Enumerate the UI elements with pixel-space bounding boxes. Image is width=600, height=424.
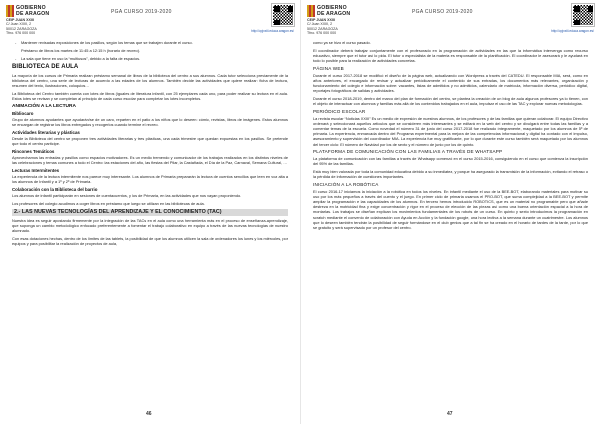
paragraph: Los alumnos de infantil participarán en sesiones de cuentacuentos, y los de Primaria, en las actividades que nos vayan proponiendo. <box>12 193 242 199</box>
paragraph: Nuestra idea es seguir apostando firmemente por la integración de las TACs en el aula como una herramienta más en el proceso de enseñanza-aprendizaje, que suponga un cambio metodológico enfocado preferentemente a fomentar el trabajo colaborativo en equipo a través de las nuevas tecnologías de nuestro alumnado. <box>12 218 288 234</box>
paragraph: Aprovechamos las entradas y pasillos como espacios motivadores. Es un medio tremendo y comunicador de los trabajos realizados en los distintos niveles de las celebraciones y temas comunes a todo el Centro: las estaciones del año, las fiestas del Pilar, la Castañada, el Día de la Paz, Carnaval, Semana Cultural, … <box>12 154 288 166</box>
school-line: Tfno. 976 000 000 <box>307 30 337 35</box>
section-heading: PERIÓDICO ESCOLAR <box>313 109 366 114</box>
paragraph: El curso 2016-17 iniciamos la iniciación a la robótica en todos los niveles. En infantil mediante el uso de la BEE-BOT, elaborando materiales para motivar su uso por los más pequeños a través del cuento y el juego. En primer ciclo de primaria usamos el PRO-BOT, que suma complejidad a la BEE-BOT y permite ampliar la programación e las capacidades de los alumnos. En tercero hemos introducido ROBOTICS, que es un material no programable pero que añade destreza en la motricidad fina y exige concentración y rigor en el proceso de elección de las piezas así como una buena orientación espacial a la hora de montarlas. Los trabajos se diseñan explican los movimientos fundamentales de los robots de un curso. En quinto y sexto introducimos la programación en scratch mediante el convenio de colaboración con Ayuda en Acción y la fundación google, una hora lectiva a la semana durante un cuatrimestre. Los alumnos que lo deseen también tendrán la posibilidad de seguir formándose en el club genios que a tal fin se ha creado en el horario de tardes de la tarde, por lo que se gratuito y será supervisado por un profesor del centro. <box>313 188 588 231</box>
paragraph: como ya se hizo el curso pasado. <box>313 40 371 45</box>
subheading: Bibliocaro <box>12 110 34 116</box>
logo-line-1: GOBIERNO <box>317 5 347 11</box>
paragraph: Con esas dotaciones hechas, dentro de los límites de las tablets, la posibilidad de que los alumnos utilicen la sala de ordenadores los lunes y los miércoles, por equipos y para posibilitar la realización de proyectos de aula, <box>12 236 288 247</box>
list-item: - Mantener revisadas exposiciones de los pasillos, según los temas que se trabajen durante el curso. <box>12 40 288 45</box>
paragraph: Durante el curso 2018-2019, dentro del marco del plan de formación del centro, se plantea la creación de un blog de aula algunos profesores ya lo tienen, con el objeto de interactuar con alumnos y familias más allá de los contenidos trabajados en el aula, impulsar el uso de las TAC y explorar nuevas metodologías. <box>313 96 588 107</box>
paragraph: La revista escolar “Noticias XXIII” Es un medio de expresión de nuestros alumnos, de los profesores y de las familias que quieran colaborar. El equipo Directivo ordenará y seleccionará aquellos artículos que se consideren más interesantes y se editará en la web del centro y se divulgará entre todas las familias y a comentar temas de la escuela. Como novedad el número 31 de junio del curso 2017-2018 fue realizado íntegramente, maquetado por los alumnos de 5º de primaria. La experiencia, enmarcada dentro del Programa experimental para la mejora de las competencias informacional y digital ha contado con el impulso, asesoramiento y supervisión del coordinador MIA. La experiencia fue muy gratificante, por lo que durante este curso también será maquetado por los alumnos del tercer ciclo: El número de Navidad por los de sexto y el número de junio por los de quinto. <box>313 115 588 147</box>
section-heading: INICIACIÓN A LA ROBÓTICA <box>313 182 379 187</box>
page-header <box>6 4 294 38</box>
subheading: Actividades literarias y plásticas <box>12 129 80 135</box>
school-line: Tfno. 976 000 000 <box>6 30 36 35</box>
school-name: CEIP JUAN XXIII <box>6 18 34 22</box>
qr-code-icon <box>572 4 594 26</box>
school-name: CEIP JUAN XXIII <box>307 18 335 22</box>
paragraph: Grupo de alumnos ayudantes que ayudarán/se de un caro, reparten en el patio a los niños que lo deseen: cómic, revistas, libros de imágenes. Estos alumnos se encargan de registrar los libros entregados y recogerlos cuando termine el recreo. <box>12 116 288 127</box>
section-heading: PÁGINA WEB <box>313 66 344 71</box>
logo-line-2: DE ARAGON <box>317 11 351 17</box>
subheading: Lecturas Intermitentes <box>12 167 60 173</box>
school-address <box>6 18 66 35</box>
subheading: Rincones Temáticos <box>12 148 55 154</box>
list-item: - La sala que tiene en uso la “multiusos”, debido a la falta de espacios. <box>12 56 288 61</box>
school-line: C/ Juan XXIII, 2 <box>6 22 32 27</box>
school-line: C/ Juan XXIII, 2 <box>307 22 333 27</box>
aragon-flag-icon <box>6 5 14 17</box>
paragraph: La Biblioteca del Centro también cuenta con lotes de libros (iguales de literatura infantil, con 25 ejemplares cada uno, para poder realizar su lectura en el aula. Estos lotes se revisan y se completan al principio de cada curso escolar para completar los lotes incompletos. <box>12 91 288 102</box>
school-address <box>307 18 367 35</box>
school-line: 50012 ZARAGOZA <box>6 26 37 31</box>
page-number: 47 <box>447 411 453 417</box>
school-url[interactable]: http://cpjxxiii.educa.aragon.es/ <box>251 29 294 33</box>
paragraph: Durante el curso 2017-2018 se modificó el diseño de la página web, actualizando con Wordpress a través del CATEDU. El responsable MIA, será, como en años anteriores, el encargado de revisar y actualizar periódicamente el contenido de sus entradas, los documentos más relevantes, organización y funcionamiento del colegio e información sobre: vacantes, listas de admitidos y no admitidos, calendario de matrícula, información diversa, periódico digital, reportajes fotográficos de salidas y actividades. <box>313 72 588 94</box>
logo-line-1: GOBIERNO <box>16 5 46 11</box>
paragraph: Desde la Biblioteca del centro se proponen tres actividades literarias y tres plásticas, una cada trimestre que quedan expuestas en los pasillos. Se pretende que todo el centro participe. <box>12 135 288 146</box>
paragraph: Está muy bien valorada por toda la comunidad educativa debido a su inmediatez, y porque ha asegurado la transmisión de la información, evitando el retraso o la pérdida de información de cuestiones importantes. <box>313 169 588 180</box>
section-heading: BIBLIOTECA DE AULA <box>12 63 79 70</box>
school-line: 50012 ZARAGOZA <box>307 26 338 31</box>
paragraph: El coordinador deberá trabajar conjuntamente con el profesorado en la programación de actividades en las que la informática intervenga como recurso educativo, siempre que el tutor así lo pida. El tutor o especialista de la materia es responsable de la planificación. El coordinador le asesorará y le ayudará en todo lo posible para la realización de actividades concretas. <box>313 47 588 64</box>
logo-line-2: DE ARAGON <box>16 11 50 17</box>
note-text: Préstamo de libros los martes de 11:45 a 12:15 h (horario de recreo). <box>21 47 141 53</box>
page-body <box>12 40 288 249</box>
paragraph: La mayoría de los cursos de Primaria realizan préstamo semanal de libros de la biblioteca del centro a sus alumnos. Cada tutor selecciona previamente de la biblioteca del centro, una serie de lecturas de acuerdo a las edades de los alumnos. También decide las actividades que quiere realizar: ficha de lectura, resumen del texto, ilustraciones, coloquios… <box>12 72 288 89</box>
page-number: 46 <box>146 411 152 417</box>
school-url[interactable]: http://cpjxxiii.educa.aragon.es/ <box>551 29 594 33</box>
section-band-heading: 2.- LAS NUEVAS TECNOLOGÍAS DEL APRENDIZAJE Y EL CONOCIMIENTO (TAC) <box>12 209 288 216</box>
subheading: Colaboración con la Biblioteca del barrio <box>12 186 98 192</box>
paragraph: La plataforma de comunicación con las familias a través de Whatsapp comenzó en el curso 2015-2016, consiguiendo en el curso que comienza la inscripción del 95% de las familias. <box>313 156 588 167</box>
page-header <box>307 4 594 38</box>
page-body <box>313 40 588 233</box>
course-title: PGA CURSO 2019-2020 <box>412 9 473 15</box>
section-heading: PLATAFORMA DE COMUNICACIÓN CON LAS FAMILIAS A TRAVÉS DE WHATSAPP <box>313 149 503 155</box>
paragraph: Los profesores del colegio acudimos a coger libros en préstamo que luego se utilizan en las bibliotecas de aula. <box>12 200 205 206</box>
section-heading: ANIMACIÓN A LA LECTURA <box>12 104 76 109</box>
qr-code-icon <box>272 4 294 26</box>
course-title: PGA CURSO 2019-2020 <box>111 9 172 15</box>
aragon-flag-icon <box>307 5 315 17</box>
page-right <box>300 0 600 424</box>
paragraph: La experiencia de la lectura intermitente nos parece muy interesante. Los alumnos de Primaria prepararán la lectura de cuentos sencillos que leen en voz alta a los alumnos de Infantil y a 1º y 2º de Primaria. <box>12 173 288 185</box>
